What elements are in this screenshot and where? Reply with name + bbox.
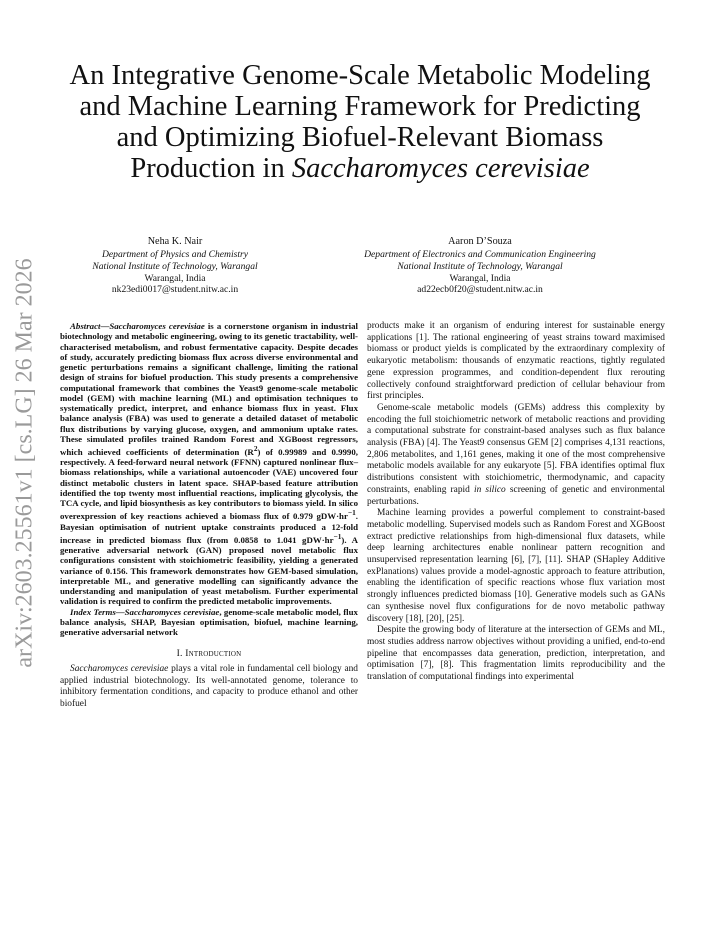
author-1-institution: National Institute of Technology, Warangal bbox=[92, 260, 258, 272]
intro-paragraph-2-italic: in silico bbox=[473, 484, 506, 495]
left-column bbox=[60, 321, 358, 711]
index-terms-list: , genome-scale metabolic model, flux balance analysis, SHAP, Bayesian optimisation, biofuel, machine learning, generative adversarial network bbox=[60, 606, 358, 638]
right-column bbox=[367, 321, 665, 684]
author-1-location: Warangal, India bbox=[144, 272, 206, 284]
abstract-superscript-1: 2 bbox=[253, 444, 258, 453]
arxiv-identifier-stamp bbox=[6, 258, 44, 668]
abstract-label: Abstract bbox=[70, 321, 101, 331]
section-numeral: I. bbox=[176, 648, 186, 660]
author-2-department: Department of Electronics and Communication Engineering bbox=[364, 249, 596, 261]
author-1-name: Neha K. Nair bbox=[147, 236, 203, 247]
paper-title bbox=[60, 60, 660, 184]
intro-organism-name: Saccharomyces cerevisiae bbox=[70, 664, 169, 675]
index-terms-separator: — bbox=[115, 606, 125, 617]
author-2-location: Warangal, India bbox=[449, 272, 511, 284]
title-organism-name: Saccharomyces cerevisiae bbox=[291, 153, 590, 184]
intro-paragraph-1-continued: products make it an organism of enduring interest for sustainable energy applications [1]. The rational engineering of yeast strains toward maximised biomass or product yields is complicated by the extraordinary complexity of eukaryotic metabolism: thousands of enzymatic reactions, tightly regulated gene expression programmes, and condition-dependent flux rerouting collectively confound straightforward prediction of cellular behaviour from first principles. bbox=[367, 321, 665, 402]
intro-paragraph-2-text-a: Genome-scale metabolic models (GEMs) address this complexity by encoding the full stoichiometric network of metabolic reactions and providing a computational substrate for constraint-based analyses such as flux balance analysis (FBA) [4]. The Yeast9 consensus GEM [2] comprises 4,131 reactions, 2,806 metabolites, and 1,161 genes, making it one of the most comprehensive metabolic models available for any eukaryote [5]. FBA identifies optimal flux distributions consistent with stoichiometric, thermodynamic, and capacity constraints, enabling rapid bbox=[367, 402, 665, 495]
title-line-3: and Optimizing Biofuel-Relevant Biomass bbox=[116, 122, 604, 153]
intro-paragraph-1-text: plays a vital role in fundamental cell biology and applied industrial biotechnology. Its well-annotated genome, tolerance to inhibitory fermentation conditions, and capacity to produce ethanol and other biofuel bbox=[60, 664, 358, 710]
arxiv-identifier-text: arXiv:2603.25561v1 [cs.LG] 26 Mar 2026 bbox=[11, 258, 38, 668]
intro-paragraph-3: Machine learning provides a powerful complement to constraint-based metabolic modelling. Supervised models such as Random Forest and XGBoost extract predictive relationships from high-dimensional flux datasets, while deep learning architectures enable nonlinear pattern recognition and unsupervised representation learning [6], [7], [11]. SHAP (SHapley Additive exPlanations) values provide a model-agnostic approach to feature attribution, enabling the identification of specific reactions whose flux variation most strongly influences predicted biomass [10]. Generative models such as GANs can synthesise novel flux configurations for de novo metabolic pathway discovery [18], [20], [25]. bbox=[367, 508, 665, 624]
abstract-superscript-3: −1 bbox=[333, 531, 342, 541]
title-line-1: An Integrative Genome-Scale Metabolic Modeling bbox=[69, 60, 651, 91]
author-block bbox=[60, 236, 660, 296]
intro-paragraph-2-text-b: screening of genetic and environmental perturbations. bbox=[367, 484, 666, 507]
abstract bbox=[60, 321, 358, 637]
abstract-organism-name: Saccharomyces cerevisiae bbox=[109, 321, 205, 331]
abstract-superscript-2: −1 bbox=[347, 508, 356, 518]
author-2-name: Aaron D’Souza bbox=[448, 236, 512, 247]
author-2-institution: National Institute of Technology, Warangal bbox=[397, 260, 563, 272]
abstract-label-separator: — bbox=[100, 321, 110, 331]
intro-paragraph-2 bbox=[367, 403, 665, 508]
index-terms bbox=[60, 607, 358, 638]
abstract-paragraph bbox=[60, 321, 358, 607]
abstract-text-1: is a cornerstone organism in industrial biotechnology and metabolic engineering, owing to its genetic tractability, well-characterised metabolism, and robust fermentative capacity. Despite decades of study, accurately predicting biomass flux across diverse environmental and genetic perturbations remains a significant challenge, limiting the rational design of strains for biofuel production. This study presents a comprehensive computational framework that combines the Yeast9 genome-scale metabolic model (GEM) with machine learning (ML) and optimisation techniques to systematically predict, interpret, and enhance biomass flux in yeast. Flux balance analysis (FBA) was used to generate a detailed dataset of metabolic flux distributions by varying glucose, oxygen, and ammonium uptake rates. These simulated profiles trained Random Forest and XGBoost regressors, which achieved coefficients of determination (R bbox=[60, 321, 358, 457]
intro-paragraph-1 bbox=[60, 664, 358, 711]
author-1 bbox=[60, 236, 290, 296]
index-terms-organism-name: Saccharomyces cerevisiae bbox=[124, 606, 220, 617]
abstract-text-3: . Bayesian optimisation of nutrient uptake constraints produced a 12-fold increase in predicted biomass flux (from 0.0858 to 1.041 gDW·hr bbox=[60, 511, 358, 545]
title-line-4-prefix: Production in bbox=[130, 153, 292, 184]
author-1-email: nk23edi0017@student.nitw.ac.in bbox=[111, 284, 239, 296]
intro-paragraph-4: Despite the growing body of literature at the intersection of GEMs and ML, most studies address narrow objectives without providing a unified, end-to-end pipeline that encompasses data generation, prediction, interpretation, and optimisation [7], [8]. This fragmentation limits reproducibility and the translation of computational findings into experimental bbox=[367, 625, 665, 683]
index-terms-label: Index Terms bbox=[70, 606, 116, 617]
abstract-text-2: ) of 0.99989 and 0.9990, respectively. A feed-forward neural network (FFNN) captured nonlinear flux–biomass relationships, while a variational autoencoder (VAE) uncovered four distinct metabolic clusters in latent space. SHAP-based feature attribution identified the top twenty most influential reactions, implicating glycolysis, the TCA cycle, and lipid biosynthesis as key contributors to biomass yield. In silico overexpression of key reactions achieved a biomass flux of 0.979 gDW·hr bbox=[60, 446, 358, 522]
section-title: Introduction bbox=[185, 648, 242, 660]
author-2-email: ad22ecb0f20@student.nitw.ac.in bbox=[417, 284, 543, 296]
title-line-2: and Machine Learning Framework for Predicting bbox=[79, 91, 641, 122]
author-1-department: Department of Physics and Chemistry bbox=[101, 249, 249, 261]
author-2 bbox=[320, 236, 640, 296]
abstract-text-4: ). A generative adversarial network (GAN) proposed novel metabolic flux configurations consistent with stoichiometric feasibility, yielding a generated variance of 0.156. This framework demonstrates how GEM-based simulation, interpretable ML, and generative modelling can significantly advance the understanding and manipulation of yeast metabolism. Further experimental validation is required to confirm the predicted metabolic improvements. bbox=[60, 534, 358, 607]
section-heading-introduction bbox=[60, 648, 358, 660]
